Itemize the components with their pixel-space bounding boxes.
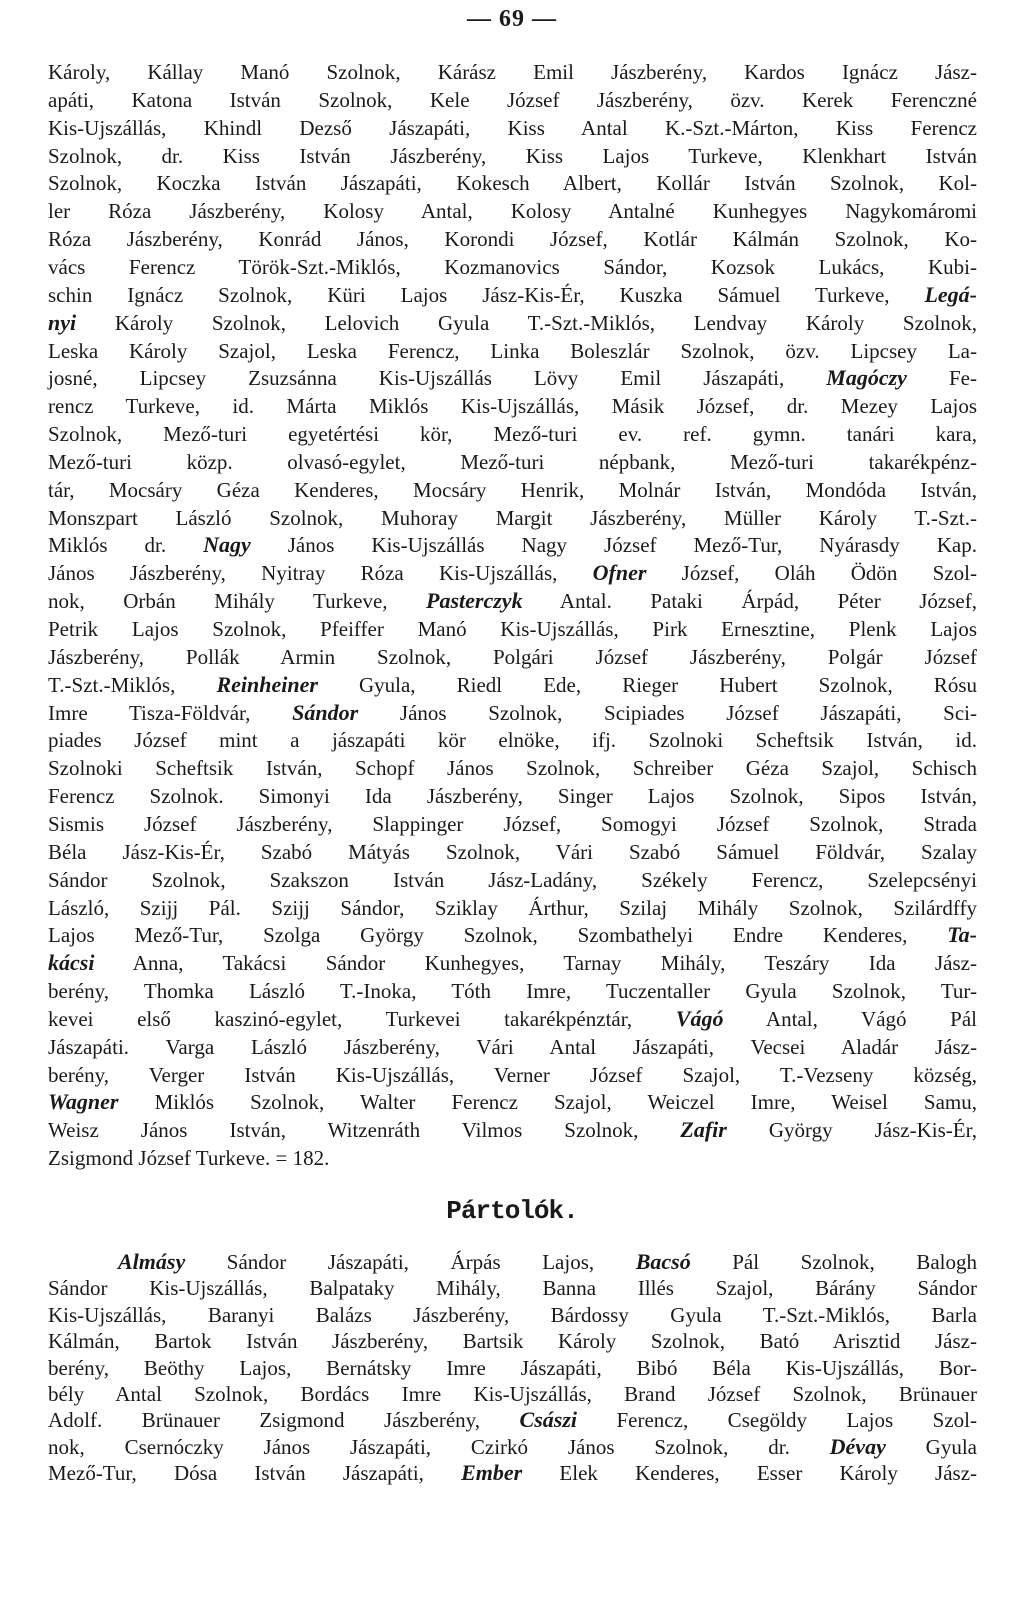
text-segment: Kis-Ujszállás, Khindl Dezső Jászapáti, Kiss Antal K.-Szt.-Márton, Kiss Ferencz xyxy=(48,115,977,140)
text-line xyxy=(48,1459,977,1487)
text-line xyxy=(48,977,977,1005)
text-segment: Szolnok, Mező-turi egyetértési kör, Mező-turi ev. ref. gymn. tanári kara, xyxy=(48,422,977,447)
text-segment: Gyula xyxy=(885,1434,977,1459)
text-segment: tár, Mocsáry Géza Kenderes, Mocsáry Henrik, Molnár István, Mondóda István, xyxy=(48,477,977,502)
text-line xyxy=(48,866,977,894)
text-segment: vács Ferencz Török-Szt.-Miklós, Kozmanovics Sándor, Kozsok Lukács, Kubi- xyxy=(48,254,977,279)
text-line xyxy=(48,253,977,281)
text-line xyxy=(48,504,977,532)
text-segment: Antal. Pataki Árpád, Péter József, xyxy=(522,589,977,614)
text-line xyxy=(48,894,977,922)
text-line xyxy=(48,1033,977,1061)
text-line xyxy=(48,364,977,392)
text-line xyxy=(48,921,977,949)
page-number: — 69 — xyxy=(467,6,557,32)
text-segment: apáti, Katona István Szolnok, Kele József Jászberény, özv. Kerek Ferenczné xyxy=(48,87,977,112)
emphasized-name: Pasterczyk xyxy=(426,588,523,614)
text-line xyxy=(48,643,977,671)
text-segment: kevei első kaszinó-egylet, Turkevei takarékpénztár, xyxy=(48,1006,676,1031)
text-segment: nok, Orbán Mihály Turkeve, xyxy=(48,589,427,614)
emphasized-name: Legá- xyxy=(924,281,977,307)
emphasized-name: Sándor xyxy=(292,699,359,725)
text-segment: Lajos Mező-Tur, Szolga György Szolnok, Szombathelyi Endre Kenderes, xyxy=(48,923,948,948)
text-segment: Szolnok, Koczka István Jászapáti, Kokesch Albert, Kollár István Szolnok, Kol- xyxy=(48,171,977,196)
text-line xyxy=(48,810,977,838)
text-segment: Róza Jászberény, Konrád János, Korondi József, Kotlár Kálmán Szolnok, Ko- xyxy=(48,227,977,252)
text-segment: berény, Verger István Kis-Ujszállás, Verner József Szajol, T.-Vezseny község, xyxy=(48,1062,977,1087)
text-segment: Jászapáti. Varga László Jászberény, Vári Antal Jászapáti, Vecsei Aladár Jász- xyxy=(48,1034,977,1059)
text-line xyxy=(48,142,977,170)
text-segment: József, Oláh Ödön Szol- xyxy=(646,561,977,586)
emphasized-name: nyi xyxy=(48,309,77,335)
text-segment: Ferencz Szolnok. Simonyi Ida Jászberény, Singer Lajos Szolnok, Sipos István, xyxy=(48,784,977,809)
text-line xyxy=(48,114,977,142)
text-line xyxy=(48,782,977,810)
text-segment: T.-Szt.-Miklós, xyxy=(48,672,217,697)
emphasized-name: Nagy xyxy=(203,532,251,558)
text-segment: Sismis József Jászberény, Slappinger József, Somogyi József Szolnok, Strada xyxy=(48,811,977,836)
text-segment: László, Szijj Pál. Szijj Sándor, Sziklay Árthur, Szilaj Mihály Szolnok, Szilárdffy xyxy=(48,895,977,920)
emphasized-name: Reinheiner xyxy=(216,671,318,697)
text-line xyxy=(48,587,977,615)
emphasized-name: kácsi xyxy=(48,950,95,976)
text-segment: János Szolnok, Scipiades József Jászapáti, Sci- xyxy=(358,700,977,725)
text-line xyxy=(48,86,977,114)
text-line xyxy=(48,1301,977,1329)
emphasized-name: Császi xyxy=(519,1407,577,1433)
text-line xyxy=(48,197,977,225)
text-segment: Ferencz, Csegöldy Lajos Szol- xyxy=(577,1408,977,1433)
text-segment: János Kis-Ujszállás Nagy József Mező-Tur, Nyárasdy Kap. xyxy=(250,533,977,558)
text-segment: berény, Thomka László T.-Inoka, Tóth Imre, Tuczentaller Gyula Szolnok, Tur- xyxy=(48,979,977,1004)
text-line xyxy=(48,1061,977,1089)
emphasized-name: Bacsó xyxy=(635,1249,691,1274)
text-segment: Sándor Jászapáti, Árpás Lajos, xyxy=(185,1250,636,1274)
text-segment: Weisz János István, Witzenráth Vilmos Szolnok, xyxy=(48,1118,681,1143)
text-segment: Sándor Szolnok, Szakszon István Jász-Ladány, Székely Ferencz, Szelepcsényi xyxy=(48,867,977,892)
text-line xyxy=(48,1144,977,1172)
emphasized-name: Vágó xyxy=(675,1005,724,1031)
text-line xyxy=(48,531,977,559)
text-segment: Elek Kenderes, Esser Károly Jász- xyxy=(522,1461,978,1486)
text-segment: nok, Csernóczky János Jászapáti, Czirkó János Szolnok, dr. xyxy=(48,1434,830,1459)
text-line xyxy=(48,337,977,365)
emphasized-name: Zafir xyxy=(680,1117,727,1143)
text-line xyxy=(48,476,977,504)
text-line xyxy=(48,838,977,866)
emphasized-name: Wagner xyxy=(48,1089,119,1115)
text-line xyxy=(48,559,977,587)
text-segment: schin Ignácz Szolnok, Küri Lajos Jász-Kis-Ér, Kuszka Sámuel Turkeve, xyxy=(48,282,925,307)
text-line xyxy=(48,1116,977,1144)
text-line xyxy=(48,949,977,977)
text-segment: Adolf. Brünauer Zsigmond Jászberény, xyxy=(48,1408,520,1433)
text-segment: János Jászberény, Nyitray Róza Kis-Ujszállás, xyxy=(48,561,593,586)
text-line xyxy=(48,281,977,309)
text-segment: Károly Szolnok, Lelovich Gyula T.-Szt.-Miklós, Lendvay Károly Szolnok, xyxy=(76,310,977,335)
text-line xyxy=(48,392,977,420)
text-line xyxy=(118,1248,977,1276)
emphasized-name: Magóczy xyxy=(826,365,907,391)
text-segment: Fe- xyxy=(906,366,977,391)
text-line xyxy=(48,671,977,699)
text-segment: Anna, Takácsi Sándor Kunhegyes, Tarnay Mihály, Teszáry Ida Jász- xyxy=(94,951,977,976)
emphasized-name: Ofner xyxy=(592,560,647,586)
text-segment: ler Róza Jászberény, Kolosy Antal, Kolosy Antalné Kunhegyes Nagykomáromi xyxy=(48,199,977,224)
text-line xyxy=(48,1088,977,1116)
text-segment: Mező-Tur, Dósa István Jászapáti, xyxy=(48,1461,462,1486)
text-segment: Béla Jász-Kis-Ér, Szabó Mátyás Szolnok, Vári Szabó Sámuel Földvár, Szalay xyxy=(48,839,977,864)
emphasized-name: Ember xyxy=(461,1460,523,1486)
text-segment: Kis-Ujszállás, Baranyi Balázs Jászberény, Bárdossy Gyula T.-Szt.-Miklós, Barla xyxy=(48,1302,977,1327)
text-segment: Jászberény, Pollák Armin Szolnok, Polgári József Jászberény, Polgár József xyxy=(48,644,977,669)
text-line xyxy=(48,225,977,253)
text-line xyxy=(48,1433,977,1461)
text-line xyxy=(48,1274,977,1302)
text-line xyxy=(48,615,977,643)
emphasized-name: Ta- xyxy=(947,922,977,948)
text-segment: Miklós dr. xyxy=(48,533,204,558)
text-line xyxy=(48,1327,977,1355)
text-segment: Leska Károly Szajol, Leska Ferencz, Linka Boleszlár Szolnok, özv. Lipcsey La- xyxy=(48,338,977,363)
text-line xyxy=(48,1005,977,1033)
emphasized-name: Dévay xyxy=(829,1433,886,1459)
text-segment: Kálmán, Bartok István Jászberény, Bartsik Károly Szolnok, Bató Arisztid Jász- xyxy=(48,1329,977,1354)
text-segment: bély Antal Szolnok, Bordács Imre Kis-Ujszállás, Brand József Szolnok, Brünauer xyxy=(48,1382,977,1406)
text-line xyxy=(48,448,977,476)
text-segment: Pál Szolnok, Balogh xyxy=(690,1250,977,1274)
text-line xyxy=(48,58,977,86)
text-segment: Antal, Vágó Pál xyxy=(723,1006,977,1031)
text-segment: György Jász-Kis-Ér, xyxy=(726,1118,978,1143)
text-segment: Szolnok, dr. Kiss István Jászberény, Kiss Lajos Turkeve, Klenkhart István xyxy=(48,143,977,168)
text-segment: Károly, Kállay Manó Szolnok, Kárász Emil Jászberény, Kardos Ignácz Jász- xyxy=(48,60,977,84)
text-line xyxy=(48,754,977,782)
section-heading-supporters: Pártolók. xyxy=(446,1196,578,1226)
text-segment: piades József mint a jászapáti kör elnöke, ifj. Szolnoki Scheftsik István, id. xyxy=(48,728,977,753)
text-line xyxy=(48,1380,977,1408)
text-line xyxy=(48,1354,977,1382)
emphasized-name: Almásy xyxy=(118,1249,186,1274)
text-segment: berény, Beöthy Lajos, Bernátsky Imre Jászapáti, Bibó Béla Kis-Ujszállás, Bor- xyxy=(48,1355,977,1380)
text-segment: Szolnoki Scheftsik István, Schopf János Szolnok, Schreiber Géza Szajol, Schisch xyxy=(48,756,977,781)
text-segment: Petrik Lajos Szolnok, Pfeiffer Manó Kis-Ujszállás, Pirk Ernesztine, Plenk Lajos xyxy=(48,617,977,641)
text-line xyxy=(48,699,977,727)
text-segment: Mező-turi közp. olvasó-egylet, Mező-turi népbank, Mező-turi takarékpénz- xyxy=(48,449,977,474)
text-segment: Gyula, Riedl Ede, Rieger Hubert Szolnok, Rósu xyxy=(317,672,977,697)
text-line xyxy=(48,726,977,754)
text-segment: Miklós Szolnok, Walter Ferencz Szajol, Weiczel Imre, Weisel Samu, xyxy=(118,1090,977,1115)
text-line xyxy=(48,1406,977,1434)
text-segment: rencz Turkeve, id. Márta Miklós Kis-Ujszállás, Másik József, dr. Mezey Lajos xyxy=(48,394,977,419)
text-line xyxy=(48,169,977,197)
text-segment: josné, Lipcsey Zsuzsánna Kis-Ujszállás Lövy Emil Jászapáti, xyxy=(48,366,827,391)
text-segment: Monszpart László Szolnok, Muhoray Margit Jászberény, Müller Károly T.-Szt.- xyxy=(48,505,977,530)
text-line xyxy=(48,420,977,448)
text-segment: Imre Tisza-Földvár, xyxy=(48,700,293,725)
text-segment: Zsigmond József Turkeve. = 182. xyxy=(48,1146,330,1171)
text-line xyxy=(48,309,977,337)
text-segment: Sándor Kis-Ujszállás, Balpataky Mihály, Banna Illés Szajol, Bárány Sándor xyxy=(48,1276,977,1301)
